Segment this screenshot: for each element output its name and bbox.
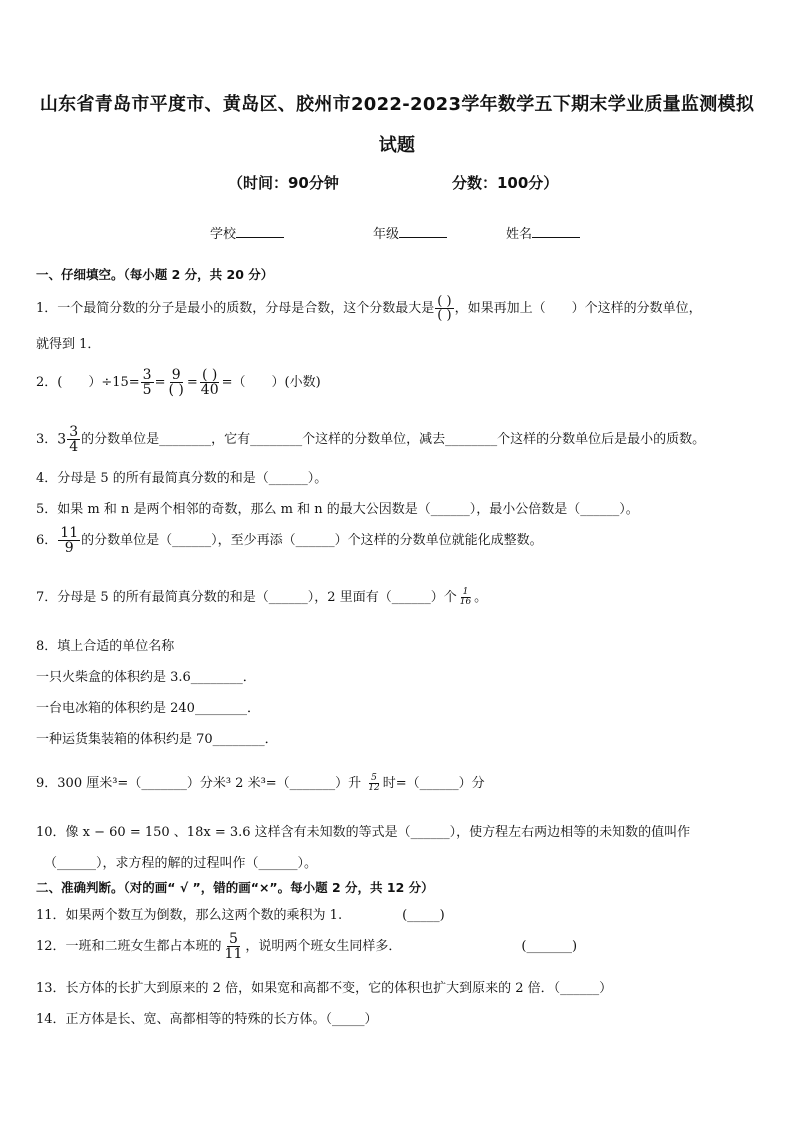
grade-label: 年级: [373, 227, 400, 242]
q11-answer-blank[interactable]: (_____): [402, 908, 445, 923]
q2-f2-numerator: 9: [171, 367, 181, 383]
q6-number: 6．: [36, 533, 58, 548]
q12-fraction: [223, 932, 245, 961]
name-field[interactable]: [506, 223, 580, 242]
exam-title: 山东省青岛市平度市、黄岛区、胶州市2022-2023学年数学五下期末学业质量监测模拟: [39, 94, 755, 115]
q2-f3-numerator: ( ): [202, 367, 218, 383]
q7-fraction: [458, 588, 473, 607]
time-limit: （时间：90分钟: [228, 174, 339, 192]
question-8a: 一只火柴盒的体积约是 3.6________．: [36, 670, 256, 685]
q9-text: 9．300 厘米³=（_______）分米³ 2 米³=（_______）升: [36, 776, 366, 791]
q2-f3-denominator: 40: [200, 382, 219, 398]
name-label: 姓名: [506, 227, 533, 242]
q7-text: 7．分母是 5 的所有最简真分数的和是（______），2 里面有（______）个: [36, 590, 457, 605]
q7-numerator: 1: [462, 587, 469, 597]
question-8: 8．填上合适的单位名称: [36, 639, 175, 654]
q2-fraction-2[interactable]: [167, 368, 186, 397]
question-6: [36, 526, 543, 555]
q6-denominator: 9: [64, 540, 74, 556]
question-4: 4．分母是 5 的所有最简真分数的和是（______）。: [36, 471, 328, 486]
q12-denominator: 11: [224, 946, 243, 962]
q7-text-2: 。: [474, 590, 488, 605]
q3-whole: 3: [57, 431, 67, 448]
question-7: [36, 586, 487, 607]
q2-fraction-1: [141, 368, 154, 397]
question-12: [36, 932, 577, 961]
name-blank[interactable]: [532, 225, 580, 238]
q2-text: 2．( ）÷15=: [36, 375, 140, 390]
question-11: [36, 904, 445, 923]
q3-fraction: [67, 425, 80, 454]
q2-fraction-3[interactable]: [199, 368, 221, 397]
q3-denominator: 4: [69, 439, 79, 455]
question-1: [36, 295, 702, 322]
question-5: 5．如果 m 和 n 是两个相邻的奇数，那么 m 和 n 的最大公因数是（______），最小公倍数是（______）。: [36, 502, 639, 517]
q2-f1-denominator: 5: [142, 382, 152, 398]
q1-text-2: ，如果再加上（ ）个这样的分数单位，: [454, 301, 702, 316]
q12-numerator: 5: [229, 931, 238, 947]
q2-f2-denominator: ( ): [168, 382, 184, 398]
question-10-cont: （______），求方程的解的过程叫作（______）。: [44, 856, 318, 871]
section-1-heading: 一、仔细填空。（每小题 2 分，共 20 分）: [36, 267, 274, 282]
q9-text-2: 时=（______）分: [382, 776, 485, 791]
q2-equals-2: =: [186, 375, 198, 390]
question-9: [36, 772, 485, 793]
q12-text: 12．一班和二班女生都占本班的: [36, 939, 222, 954]
question-2: [36, 368, 321, 397]
q2-text-2: =（ ）(小数): [221, 375, 321, 390]
q3-number: 3．: [36, 432, 58, 447]
question-13: 13．长方体的长扩大到原来的 2 倍，如果宽和高都不变，它的体积也扩大到原来的 2 倍．（______）: [36, 981, 613, 996]
total-score: 分数：100分）: [452, 174, 559, 192]
q11-text: 11．如果两个数互为倒数，那么这两个数的乘积为 1.: [36, 908, 343, 923]
q9-denominator: 12: [368, 783, 380, 793]
q12-text-2: ，说明两个班女生同样多．: [245, 939, 402, 954]
q6-numerator: 11: [60, 525, 79, 541]
q6-fraction: [58, 526, 80, 555]
q6-text: 的分数单位是（______），至少再添（______）个这样的分数单位就能化成整数。: [81, 533, 543, 548]
exam-title-line2: 试题: [378, 135, 416, 156]
q3-text: 的分数单位是________，它有________个这样的分数单位，减去________个这样的分数单位后是最小的质数。: [81, 432, 706, 447]
q3-numerator: 3: [69, 424, 79, 440]
q2-equals: =: [154, 375, 166, 390]
school-blank[interactable]: [236, 225, 284, 238]
q1-fraction[interactable]: [435, 295, 453, 322]
section-2-heading: 二、准确判断。（对的画“ √ ”，错的画“×”。每小题 2 分，共 12 分）: [36, 880, 434, 895]
question-3: [36, 425, 705, 454]
q3-mixed-number: [57, 424, 81, 455]
question-10: 10．像 x − 60 = 150 、18x = 3.6 这样含有未知数的等式是（______），使方程左右两边相等的未知数的值叫作: [36, 825, 691, 840]
q9-fraction: [366, 774, 381, 793]
q7-denominator: 16: [459, 597, 472, 607]
q12-answer-blank[interactable]: (_______): [521, 939, 578, 954]
question-1-cont: 就得到 1．: [36, 337, 101, 352]
q1-numerator: ( ): [437, 294, 452, 309]
question-8c: 一种运货集装箱的体积约是 70________．: [36, 732, 278, 747]
school-label: 学校: [210, 227, 237, 242]
q2-f1-numerator: 3: [142, 367, 152, 383]
question-8b: 一台电冰箱的体积约是 240________．: [36, 701, 260, 716]
q1-denominator: ( ): [437, 308, 452, 323]
q1-text: 1．一个最简分数的分子是最小的质数，分母是合数，这个分数最大是: [36, 301, 435, 316]
question-14: 14．正方体是长、宽、高都相等的特殊的长方体。（_____）: [36, 1012, 378, 1027]
grade-field[interactable]: [373, 223, 447, 242]
q9-numerator: 5: [371, 773, 377, 783]
grade-blank[interactable]: [399, 225, 447, 238]
school-field[interactable]: [210, 223, 284, 242]
